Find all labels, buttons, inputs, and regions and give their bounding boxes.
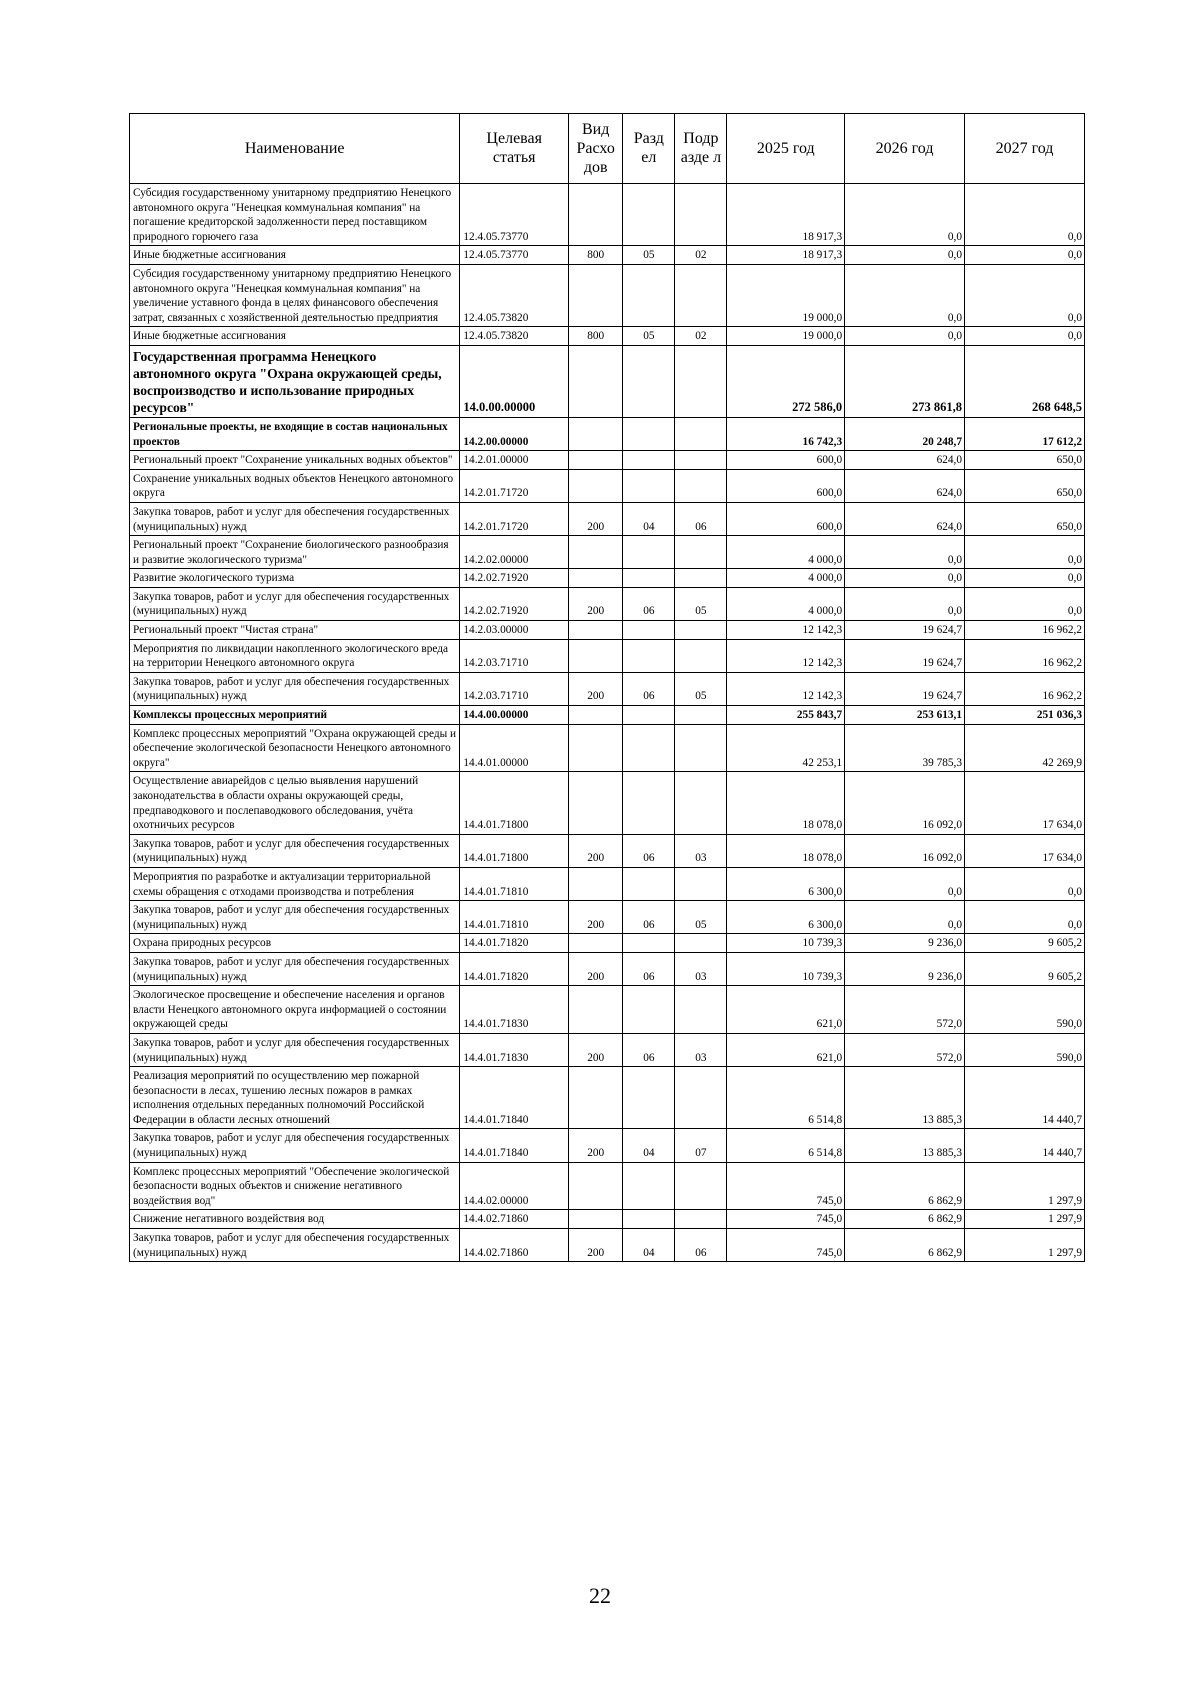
- cell-subsection: [675, 772, 727, 834]
- cell-name: Сохранение уникальных водных объектов Ненецкого автономного округа: [130, 469, 460, 502]
- cell-target-article: 14.2.01.71720: [460, 469, 569, 502]
- table-row: [130, 934, 1085, 953]
- table-row: [130, 1033, 1085, 1066]
- cell-target-article: 14.2.01.71720: [460, 502, 569, 535]
- cell-expense-type: 800: [569, 246, 623, 265]
- cell-expense-type: 200: [569, 587, 623, 620]
- cell-2025: 4 000,0: [727, 587, 845, 620]
- table-row: [130, 569, 1085, 588]
- cell-expense-type: 200: [569, 952, 623, 985]
- cell-2026: 0,0: [845, 246, 965, 265]
- cell-expense-type: [569, 1162, 623, 1210]
- cell-2026: 253 613,1: [845, 706, 965, 725]
- cell-2026: 13 885,3: [845, 1129, 965, 1162]
- cell-subsection: 05: [675, 901, 727, 934]
- cell-subsection: 03: [675, 952, 727, 985]
- budget-table: [129, 113, 1085, 1262]
- cell-expense-type: [569, 264, 623, 326]
- cell-subsection: [675, 639, 727, 672]
- table-row: [130, 451, 1085, 470]
- cell-2026: 19 624,7: [845, 621, 965, 640]
- cell-2026: 13 885,3: [845, 1067, 965, 1129]
- cell-2025: 6 300,0: [727, 867, 845, 900]
- cell-expense-type: [569, 417, 623, 450]
- budget-table-container: [129, 113, 1085, 1262]
- cell-2025: 4 000,0: [727, 536, 845, 569]
- cell-2025: 621,0: [727, 986, 845, 1034]
- table-row: [130, 587, 1085, 620]
- cell-expense-type: 200: [569, 1129, 623, 1162]
- cell-2026: 0,0: [845, 327, 965, 346]
- cell-expense-type: 200: [569, 1033, 623, 1066]
- cell-2026: 9 236,0: [845, 934, 965, 953]
- cell-2025: 16 742,3: [727, 417, 845, 450]
- cell-section: [623, 264, 675, 326]
- table-row: [130, 264, 1085, 326]
- cell-expense-type: 200: [569, 1229, 623, 1262]
- cell-2026: 0,0: [845, 536, 965, 569]
- cell-2026: 0,0: [845, 901, 965, 934]
- table-row: [130, 772, 1085, 834]
- table-row: [130, 246, 1085, 265]
- cell-section: [623, 639, 675, 672]
- cell-section: 04: [623, 502, 675, 535]
- cell-2026: 624,0: [845, 451, 965, 470]
- cell-section: [623, 934, 675, 953]
- cell-section: [623, 536, 675, 569]
- table-row: [130, 1162, 1085, 1210]
- cell-2025: 19 000,0: [727, 264, 845, 326]
- cell-expense-type: 200: [569, 672, 623, 705]
- cell-name: Осуществление авиарейдов с целью выявления нарушений законодательства в области охраны окружающей среды, предпаводкового и послепаводкового обследования, учёта охотничьих ресурсов: [130, 772, 460, 834]
- cell-2027: 0,0: [965, 901, 1085, 934]
- cell-2027: 0,0: [965, 867, 1085, 900]
- cell-target-article: 14.2.02.71920: [460, 587, 569, 620]
- cell-section: [623, 184, 675, 246]
- table-row: [130, 1067, 1085, 1129]
- cell-target-article: 14.4.01.71820: [460, 952, 569, 985]
- cell-2026: 0,0: [845, 587, 965, 620]
- table-row: [130, 986, 1085, 1034]
- cell-2026: 6 862,9: [845, 1210, 965, 1229]
- table-row: [130, 834, 1085, 867]
- cell-expense-type: [569, 867, 623, 900]
- cell-subsection: [675, 867, 727, 900]
- cell-section: [623, 417, 675, 450]
- cell-target-article: 14.2.03.71710: [460, 672, 569, 705]
- cell-name: Реализация мероприятий по осуществлению мер пожарной безопасности в лесах, тушению лесных пожаров в рамках исполнения отдельных переданных полномочий Российской Федерации в области лесных отношений: [130, 1067, 460, 1129]
- cell-2027: 1 297,9: [965, 1210, 1085, 1229]
- table-row: [130, 724, 1085, 772]
- cell-subsection: [675, 1067, 727, 1129]
- table-row: [130, 639, 1085, 672]
- header-2026: 2026 год: [845, 114, 965, 184]
- cell-name: Развитие экологического туризма: [130, 569, 460, 588]
- cell-2025: 745,0: [727, 1229, 845, 1262]
- cell-2027: 1 297,9: [965, 1162, 1085, 1210]
- cell-2025: 6 514,8: [727, 1067, 845, 1129]
- cell-2025: 19 000,0: [727, 327, 845, 346]
- cell-2027: 16 962,2: [965, 621, 1085, 640]
- cell-name: Мероприятия по разработке и актуализации территориальной схемы обращения с отходами производства и потребления: [130, 867, 460, 900]
- cell-section: [623, 345, 675, 417]
- cell-subsection: 03: [675, 1033, 727, 1066]
- cell-2026: 16 092,0: [845, 772, 965, 834]
- cell-2026: 0,0: [845, 264, 965, 326]
- table-row: [130, 184, 1085, 246]
- cell-2025: 12 142,3: [727, 639, 845, 672]
- cell-expense-type: [569, 621, 623, 640]
- table-row: [130, 417, 1085, 450]
- header-target-article: Целевая статья: [460, 114, 569, 184]
- cell-target-article: 14.4.01.00000: [460, 724, 569, 772]
- cell-name: Региональный проект "Чистая страна": [130, 621, 460, 640]
- cell-target-article: 14.4.01.71840: [460, 1067, 569, 1129]
- cell-2027: 268 648,5: [965, 345, 1085, 417]
- cell-2026: 0,0: [845, 184, 965, 246]
- table-row: [130, 536, 1085, 569]
- cell-subsection: [675, 417, 727, 450]
- cell-subsection: 05: [675, 587, 727, 620]
- cell-name: Региональные проекты, не входящие в состав национальных проектов: [130, 417, 460, 450]
- cell-subsection: 06: [675, 1229, 727, 1262]
- cell-2025: 745,0: [727, 1210, 845, 1229]
- cell-name: Экологическое просвещение и обеспечение населения и органов власти Ненецкого автономного округа информацией о состоянии окружающей среды: [130, 986, 460, 1034]
- table-row: [130, 901, 1085, 934]
- cell-2026: 572,0: [845, 986, 965, 1034]
- cell-target-article: 14.4.02.71860: [460, 1229, 569, 1262]
- table-row: [130, 706, 1085, 725]
- header-name: Наименование: [130, 114, 460, 184]
- cell-2026: 19 624,7: [845, 639, 965, 672]
- cell-2026: 16 092,0: [845, 834, 965, 867]
- cell-target-article: 14.2.02.71920: [460, 569, 569, 588]
- table-row: [130, 621, 1085, 640]
- cell-name: Государственная программа Ненецкого автономного округа "Охрана окружающей среды, воспроизводство и использование природных ресурсов": [130, 345, 460, 417]
- cell-target-article: 14.4.01.71820: [460, 934, 569, 953]
- table-header-row: [130, 114, 1085, 184]
- cell-section: [623, 1067, 675, 1129]
- header-expense-type: Вид Расхо дов: [569, 114, 623, 184]
- cell-expense-type: 200: [569, 502, 623, 535]
- cell-target-article: 14.4.01.71830: [460, 986, 569, 1034]
- cell-2027: 42 269,9: [965, 724, 1085, 772]
- table-row: [130, 1129, 1085, 1162]
- cell-expense-type: [569, 1210, 623, 1229]
- cell-name: Мероприятия по ликвидации накопленного экологического вреда на территории Ненецкого автономного округа: [130, 639, 460, 672]
- cell-target-article: 14.4.01.71840: [460, 1129, 569, 1162]
- cell-section: [623, 621, 675, 640]
- cell-name: Закупка товаров, работ и услуг для обеспечения государственных (муниципальных) нужд: [130, 672, 460, 705]
- cell-target-article: 14.4.01.71830: [460, 1033, 569, 1066]
- cell-expense-type: [569, 934, 623, 953]
- cell-name: Закупка товаров, работ и услуг для обеспечения государственных (муниципальных) нужд: [130, 901, 460, 934]
- table-row: [130, 672, 1085, 705]
- cell-section: [623, 569, 675, 588]
- cell-subsection: [675, 1162, 727, 1210]
- header-subsection: Подр азде л: [675, 114, 727, 184]
- cell-expense-type: [569, 639, 623, 672]
- cell-2025: 6 514,8: [727, 1129, 845, 1162]
- cell-2025: 10 739,3: [727, 952, 845, 985]
- cell-name: Субсидия государственному унитарному предприятию Ненецкого автономного округа "Ненецкая коммунальная компания" на увеличение уставного фонда в целях финансового обеспечения затрат, связанных с хозяйственной деятельностью предприятия: [130, 264, 460, 326]
- cell-subsection: [675, 264, 727, 326]
- cell-name: Закупка товаров, работ и услуг для обеспечения государственных (муниципальных) нужд: [130, 834, 460, 867]
- cell-2025: 12 142,3: [727, 621, 845, 640]
- cell-subsection: [675, 986, 727, 1034]
- cell-name: Закупка товаров, работ и услуг для обеспечения государственных (муниципальных) нужд: [130, 952, 460, 985]
- cell-subsection: 07: [675, 1129, 727, 1162]
- cell-subsection: 03: [675, 834, 727, 867]
- cell-2027: 0,0: [965, 246, 1085, 265]
- cell-subsection: [675, 184, 727, 246]
- table-row: [130, 1210, 1085, 1229]
- cell-name: Региональный проект "Сохранение уникальных водных объектов": [130, 451, 460, 470]
- cell-2027: 590,0: [965, 1033, 1085, 1066]
- cell-name: Снижение негативного воздействия вод: [130, 1210, 460, 1229]
- cell-2027: 9 605,2: [965, 952, 1085, 985]
- cell-subsection: [675, 1210, 727, 1229]
- cell-2026: 624,0: [845, 502, 965, 535]
- cell-expense-type: [569, 451, 623, 470]
- cell-2026: 39 785,3: [845, 724, 965, 772]
- cell-2027: 14 440,7: [965, 1129, 1085, 1162]
- cell-name: Закупка товаров, работ и услуг для обеспечения государственных (муниципальных) нужд: [130, 1229, 460, 1262]
- cell-2027: 590,0: [965, 986, 1085, 1034]
- cell-subsection: [675, 469, 727, 502]
- cell-2027: 17 634,0: [965, 834, 1085, 867]
- cell-2027: 0,0: [965, 264, 1085, 326]
- cell-2027: 251 036,3: [965, 706, 1085, 725]
- cell-subsection: [675, 724, 727, 772]
- cell-2025: 4 000,0: [727, 569, 845, 588]
- cell-expense-type: [569, 986, 623, 1034]
- cell-section: 04: [623, 1129, 675, 1162]
- cell-subsection: [675, 706, 727, 725]
- cell-target-article: 14.4.00.00000: [460, 706, 569, 725]
- cell-expense-type: [569, 184, 623, 246]
- cell-section: [623, 706, 675, 725]
- cell-expense-type: [569, 772, 623, 834]
- cell-section: [623, 724, 675, 772]
- cell-target-article: 14.4.01.71800: [460, 772, 569, 834]
- cell-2027: 0,0: [965, 569, 1085, 588]
- header-2027: 2027 год: [965, 114, 1085, 184]
- cell-2027: 17 612,2: [965, 417, 1085, 450]
- table-row: [130, 327, 1085, 346]
- cell-2026: 9 236,0: [845, 952, 965, 985]
- cell-name: Закупка товаров, работ и услуг для обеспечения государственных (муниципальных) нужд: [130, 1033, 460, 1066]
- cell-subsection: 05: [675, 672, 727, 705]
- cell-expense-type: 200: [569, 834, 623, 867]
- cell-target-article: 12.4.05.73770: [460, 184, 569, 246]
- cell-subsection: [675, 934, 727, 953]
- cell-name: Иные бюджетные ассигнования: [130, 246, 460, 265]
- cell-target-article: 14.2.03.71710: [460, 639, 569, 672]
- cell-subsection: [675, 621, 727, 640]
- cell-expense-type: [569, 724, 623, 772]
- cell-name: Охрана природных ресурсов: [130, 934, 460, 953]
- cell-name: Региональный проект "Сохранение биологического разнообразия и развитие экологического туризма": [130, 536, 460, 569]
- cell-2025: 745,0: [727, 1162, 845, 1210]
- cell-subsection: 06: [675, 502, 727, 535]
- cell-2027: 650,0: [965, 451, 1085, 470]
- cell-target-article: 14.2.02.00000: [460, 536, 569, 569]
- cell-expense-type: [569, 569, 623, 588]
- cell-2026: 6 862,9: [845, 1229, 965, 1262]
- cell-2025: 18 078,0: [727, 834, 845, 867]
- cell-2026: 273 861,8: [845, 345, 965, 417]
- cell-2025: 18 078,0: [727, 772, 845, 834]
- cell-subsection: [675, 451, 727, 470]
- cell-2027: 0,0: [965, 327, 1085, 346]
- cell-2025: 12 142,3: [727, 672, 845, 705]
- cell-target-article: 14.2.03.00000: [460, 621, 569, 640]
- cell-2026: 572,0: [845, 1033, 965, 1066]
- table-row: [130, 469, 1085, 502]
- cell-expense-type: 200: [569, 901, 623, 934]
- cell-2025: 10 739,3: [727, 934, 845, 953]
- cell-section: 06: [623, 952, 675, 985]
- cell-subsection: [675, 345, 727, 417]
- header-2025: 2025 год: [727, 114, 845, 184]
- cell-2027: 0,0: [965, 184, 1085, 246]
- cell-target-article: 12.4.05.73820: [460, 264, 569, 326]
- page-number: 22: [589, 1583, 611, 1608]
- cell-2025: 255 843,7: [727, 706, 845, 725]
- cell-target-article: 14.2.01.00000: [460, 451, 569, 470]
- cell-expense-type: [569, 345, 623, 417]
- cell-2025: 18 917,3: [727, 184, 845, 246]
- cell-2027: 0,0: [965, 587, 1085, 620]
- cell-target-article: 14.4.01.71810: [460, 867, 569, 900]
- cell-2027: 16 962,2: [965, 672, 1085, 705]
- cell-2025: 6 300,0: [727, 901, 845, 934]
- cell-expense-type: [569, 1067, 623, 1129]
- cell-2026: 0,0: [845, 569, 965, 588]
- cell-target-article: 14.4.01.71810: [460, 901, 569, 934]
- cell-name: Закупка товаров, работ и услуг для обеспечения государственных (муниципальных) нужд: [130, 1129, 460, 1162]
- cell-target-article: 12.4.05.73770: [460, 246, 569, 265]
- cell-subsection: 02: [675, 246, 727, 265]
- cell-section: [623, 986, 675, 1034]
- cell-expense-type: 800: [569, 327, 623, 346]
- table-row: [130, 867, 1085, 900]
- cell-section: 05: [623, 327, 675, 346]
- cell-2027: 1 297,9: [965, 1229, 1085, 1262]
- table-row: [130, 345, 1085, 417]
- cell-target-article: 14.4.02.71860: [460, 1210, 569, 1229]
- cell-2025: 18 917,3: [727, 246, 845, 265]
- cell-2025: 600,0: [727, 502, 845, 535]
- cell-2025: 42 253,1: [727, 724, 845, 772]
- cell-section: 06: [623, 1033, 675, 1066]
- cell-2027: 17 634,0: [965, 772, 1085, 834]
- cell-expense-type: [569, 536, 623, 569]
- cell-section: [623, 1210, 675, 1229]
- cell-subsection: [675, 536, 727, 569]
- header-section: Разд ел: [623, 114, 675, 184]
- cell-section: 06: [623, 901, 675, 934]
- cell-target-article: 14.4.01.71800: [460, 834, 569, 867]
- cell-section: [623, 451, 675, 470]
- cell-2026: 0,0: [845, 867, 965, 900]
- cell-2025: 621,0: [727, 1033, 845, 1066]
- cell-2026: 19 624,7: [845, 672, 965, 705]
- cell-name: Иные бюджетные ассигнования: [130, 327, 460, 346]
- cell-section: [623, 1162, 675, 1210]
- table-row: [130, 502, 1085, 535]
- cell-expense-type: [569, 469, 623, 502]
- cell-section: 06: [623, 834, 675, 867]
- cell-section: [623, 469, 675, 502]
- cell-target-article: 14.4.02.00000: [460, 1162, 569, 1210]
- cell-2025: 272 586,0: [727, 345, 845, 417]
- cell-section: [623, 772, 675, 834]
- cell-2027: 9 605,2: [965, 934, 1085, 953]
- cell-section: 06: [623, 587, 675, 620]
- cell-name: Комплекс процессных мероприятий "Охрана окружающей среды и обеспечение экологической безопасности Ненецкого автономного округа": [130, 724, 460, 772]
- cell-subsection: [675, 569, 727, 588]
- cell-target-article: 12.4.05.73820: [460, 327, 569, 346]
- cell-2027: 14 440,7: [965, 1067, 1085, 1129]
- cell-2026: 20 248,7: [845, 417, 965, 450]
- cell-2025: 600,0: [727, 451, 845, 470]
- cell-expense-type: [569, 706, 623, 725]
- cell-target-article: 14.0.00.00000: [460, 345, 569, 417]
- cell-2027: 0,0: [965, 536, 1085, 569]
- cell-2027: 16 962,2: [965, 639, 1085, 672]
- cell-target-article: 14.2.00.00000: [460, 417, 569, 450]
- cell-section: 04: [623, 1229, 675, 1262]
- cell-section: 05: [623, 246, 675, 265]
- table-row: [130, 952, 1085, 985]
- cell-name: Субсидия государственному унитарному предприятию Ненецкого автономного округа "Ненецкая коммунальная компания" на погашение кредиторской задолженности перед поставщиком природного горючего газа: [130, 184, 460, 246]
- cell-name: Закупка товаров, работ и услуг для обеспечения государственных (муниципальных) нужд: [130, 502, 460, 535]
- cell-name: Комплексы процессных мероприятий: [130, 706, 460, 725]
- cell-2026: 624,0: [845, 469, 965, 502]
- cell-subsection: 02: [675, 327, 727, 346]
- table-body: [130, 184, 1085, 1262]
- cell-name: Комплекс процессных мероприятий "Обеспечение экологической безопасности водных объектов и снижение негативного воздействия вод": [130, 1162, 460, 1210]
- cell-2027: 650,0: [965, 469, 1085, 502]
- cell-name: Закупка товаров, работ и услуг для обеспечения государственных (муниципальных) нужд: [130, 587, 460, 620]
- cell-2025: 600,0: [727, 469, 845, 502]
- cell-section: [623, 867, 675, 900]
- cell-section: 06: [623, 672, 675, 705]
- cell-2027: 650,0: [965, 502, 1085, 535]
- cell-2026: 6 862,9: [845, 1162, 965, 1210]
- table-row: [130, 1229, 1085, 1262]
